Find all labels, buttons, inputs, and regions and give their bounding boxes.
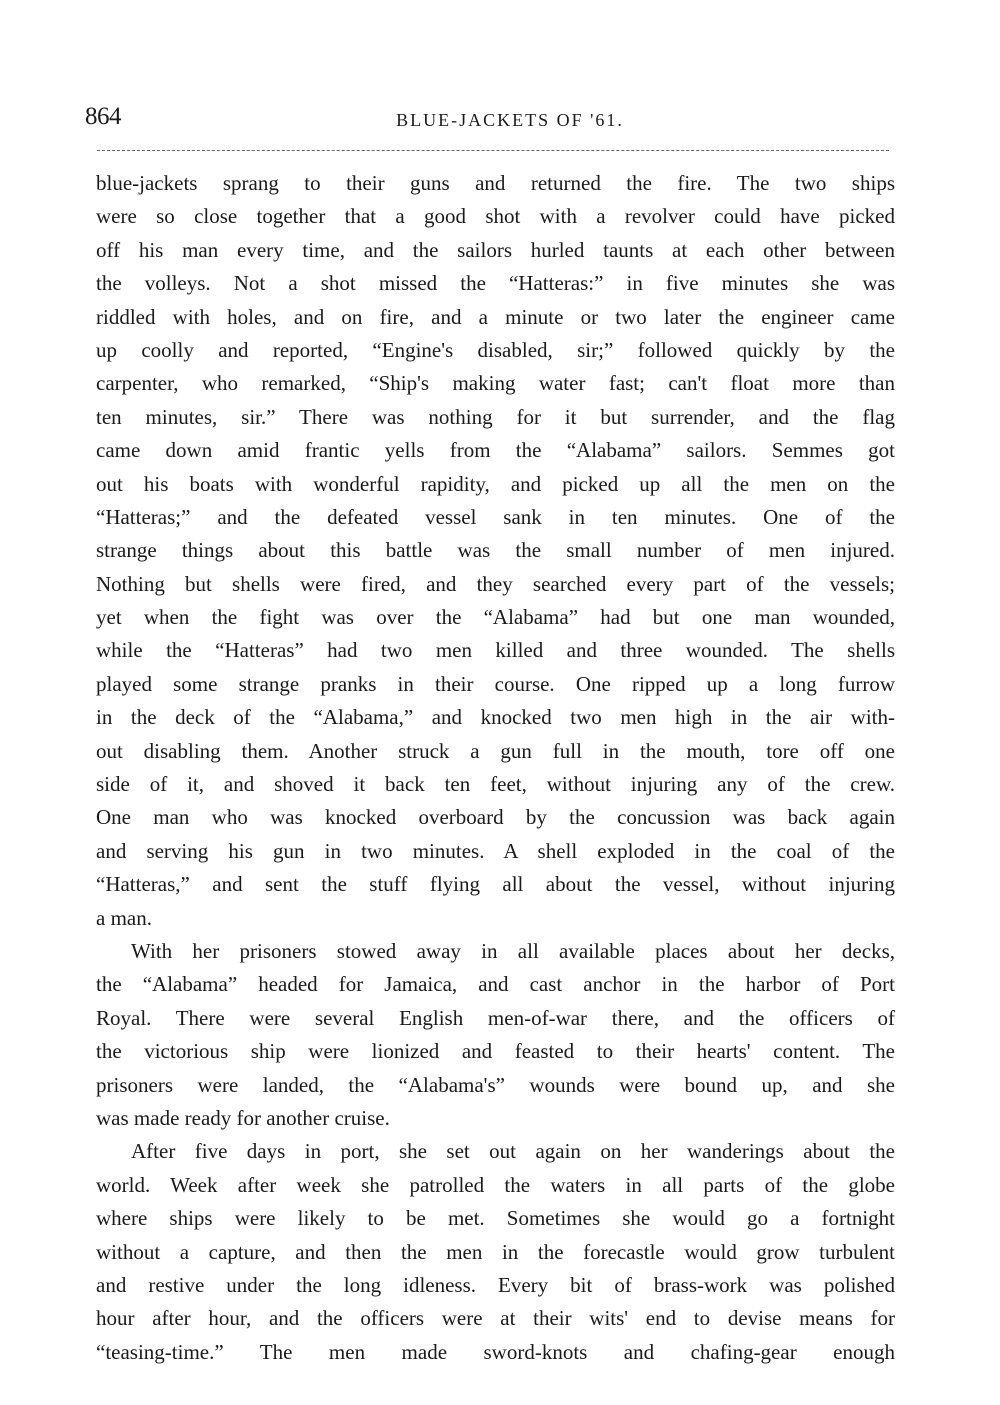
text-line: ten minutes, sir.” There was nothing for it but surrender, and the flag bbox=[96, 404, 895, 429]
header-rule bbox=[97, 150, 889, 151]
text-line: were so close together that a good shot with a revolver could have picked bbox=[96, 204, 895, 229]
text-line: came down amid frantic yells from the “Alabama” sailors. Semmes got bbox=[96, 438, 895, 463]
text-line: the victorious ship were lionized and feasted to their hearts' content. The bbox=[96, 1039, 895, 1064]
text-line: out disabling them. Another struck a gun full in the mouth, tore off one bbox=[96, 738, 895, 763]
text-line: “teasing-time.” The men made sword-knots and chafing-gear enough bbox=[96, 1339, 895, 1364]
text-line: world. Week after week she patrolled the waters in all parts of the globe bbox=[96, 1172, 895, 1197]
text-line: in the deck of the “Alabama,” and knocked two men high in the air with- bbox=[96, 705, 895, 730]
running-title: BLUE-JACKETS OF '61. bbox=[396, 110, 624, 130]
paragraph bbox=[96, 1135, 895, 1369]
text-line: blue-jackets sprang to their guns and returned the fire. The two ships bbox=[96, 171, 895, 195]
text-line: riddled with holes, and on fire, and a minute or two later the engineer came bbox=[96, 304, 895, 329]
text-line: prisoners were landed, the “Alabama's” wounds were bound up, and she bbox=[96, 1072, 895, 1097]
text-line: Royal. There were several English men-of-war there, and the officers of bbox=[96, 1005, 895, 1030]
text-line: strange things about this battle was the small number of men injured. bbox=[96, 538, 895, 563]
text-line: was made ready for another cruise. bbox=[96, 1105, 390, 1130]
text-line: After five days in port, she set out again on her wanderings about the bbox=[131, 1139, 895, 1164]
text-line: yet when the fight was over the “Alabama” had but one man wounded, bbox=[96, 605, 895, 630]
text-line: without a capture, and then the men in the forecastle would grow turbulent bbox=[96, 1239, 895, 1264]
text-line: the volleys. Not a shot missed the “Hatteras:” in five minutes she was bbox=[96, 271, 895, 296]
text-line: and serving his gun in two minutes. A shell exploded in the coal of the bbox=[96, 838, 895, 863]
text-line: a man. bbox=[96, 905, 152, 930]
text-line: up coolly and reported, “Engine's disabled, sir;” followed quickly by the bbox=[96, 337, 895, 362]
text-line: One man who was knocked overboard by the concussion was back again bbox=[96, 805, 895, 830]
text-line: With her prisoners stowed away in all available places about her decks, bbox=[131, 938, 895, 963]
text-line: while the “Hatteras” had two men killed and three wounded. The shells bbox=[96, 638, 895, 663]
text-line: out his boats with wonderful rapidity, and picked up all the men on the bbox=[96, 471, 895, 496]
page-number: 864 bbox=[85, 103, 121, 130]
text-line: the “Alabama” headed for Jamaica, and cast anchor in the harbor of Port bbox=[96, 972, 895, 997]
text-line: side of it, and shoved it back ten feet, without injuring any of the crew. bbox=[96, 772, 895, 797]
paragraph bbox=[96, 935, 895, 1135]
text-line: off his man every time, and the sailors hurled taunts at each other between bbox=[96, 237, 895, 262]
text-line: where ships were likely to be met. Sometimes she would go a fortnight bbox=[96, 1206, 895, 1231]
text-line: hour after hour, and the officers were at their wits' end to devise means for bbox=[96, 1306, 895, 1331]
text-line: Nothing but shells were fired, and they searched every part of the vessels; bbox=[96, 571, 895, 596]
paragraph bbox=[96, 167, 895, 935]
text-line: “Hatteras;” and the defeated vessel sank in ten minutes. One of the bbox=[96, 504, 895, 529]
text-line: and restive under the long idleness. Every bit of brass-work was polished bbox=[96, 1272, 895, 1297]
text-line: carpenter, who remarked, “Ship's making water fast; can't float more than bbox=[96, 371, 895, 396]
body-text bbox=[96, 167, 895, 1369]
text-line: played some strange pranks in their course. One ripped up a long furrow bbox=[96, 671, 895, 696]
text-line: “Hatteras,” and sent the stuff flying all about the vessel, without injuring bbox=[96, 872, 895, 897]
